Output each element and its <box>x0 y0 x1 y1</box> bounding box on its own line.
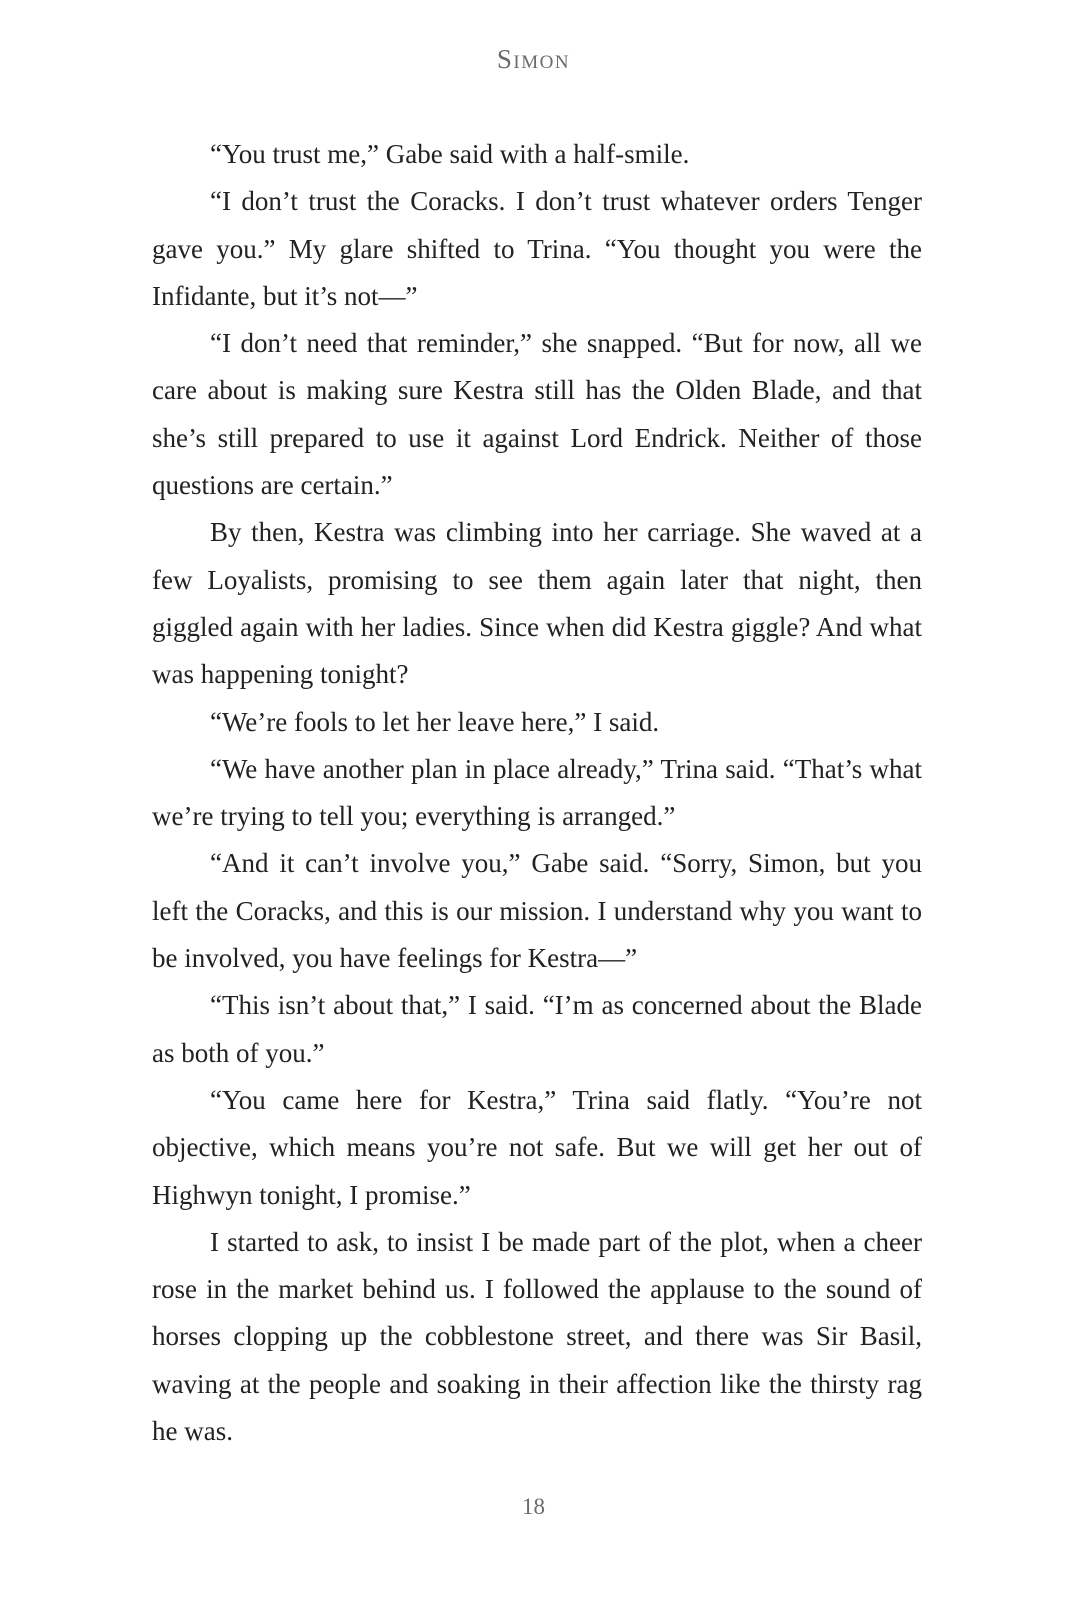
paragraph: “We have another plan in place already,” Trina said. “That’s what we’re trying to tell you; everything is arranged.” <box>152 753 922 832</box>
paragraph: “We’re fools to let her leave here,” I said. <box>210 706 660 737</box>
paragraph: “And it can’t involve you,” Gabe said. “Sorry, Simon, but you left the Coracks, and this is our mission. I understand why you want to be involved, you have feelings for Kestra—” <box>152 848 922 974</box>
paragraph: “I don’t trust the Coracks. I don’t trust whatever orders Tenger gave you.” My glare shifted to Trina. “You thought you were the Infidante, but it’s not—” <box>152 186 922 311</box>
paragraph: “You came here for Kestra,” Trina said flatly. “You’re not objective, which means you’re not safe. But we will get her out of Highwyn tonight, I promise.” <box>152 1084 922 1210</box>
paragraph: “This isn’t about that,” I said. “I’m as concerned about the Blade as both of you.” <box>152 990 922 1068</box>
body-text <box>152 131 922 1455</box>
page-number: 18 <box>522 1494 545 1519</box>
paragraph: “You trust me,” Gabe said with a half-smile. <box>210 139 690 169</box>
paragraph: By then, Kestra was climbing into her carriage. She waved at a few Loyalists, promising to see them again later that night, then giggled again with her ladies. Since when did Kestra giggle? And what was happening tonight? <box>152 517 922 690</box>
running-head: Simon <box>496 44 571 74</box>
paragraph: “I don’t need that reminder,” she snapped. “But for now, all we care about is making sure Kestra still has the Olden Blade, and that she’s still prepared to use it against Lord Endrick. Neither of those questions are certain.” <box>152 328 922 501</box>
paragraph: I started to ask, to insist I be made part of the plot, when a cheer rose in the market behind us. I followed the applause to the sound of horses clopping up the cobblestone street, and there was Sir Basil, waving at the people and soaking in their affection like the thirsty rag he was. <box>152 1226 922 1447</box>
